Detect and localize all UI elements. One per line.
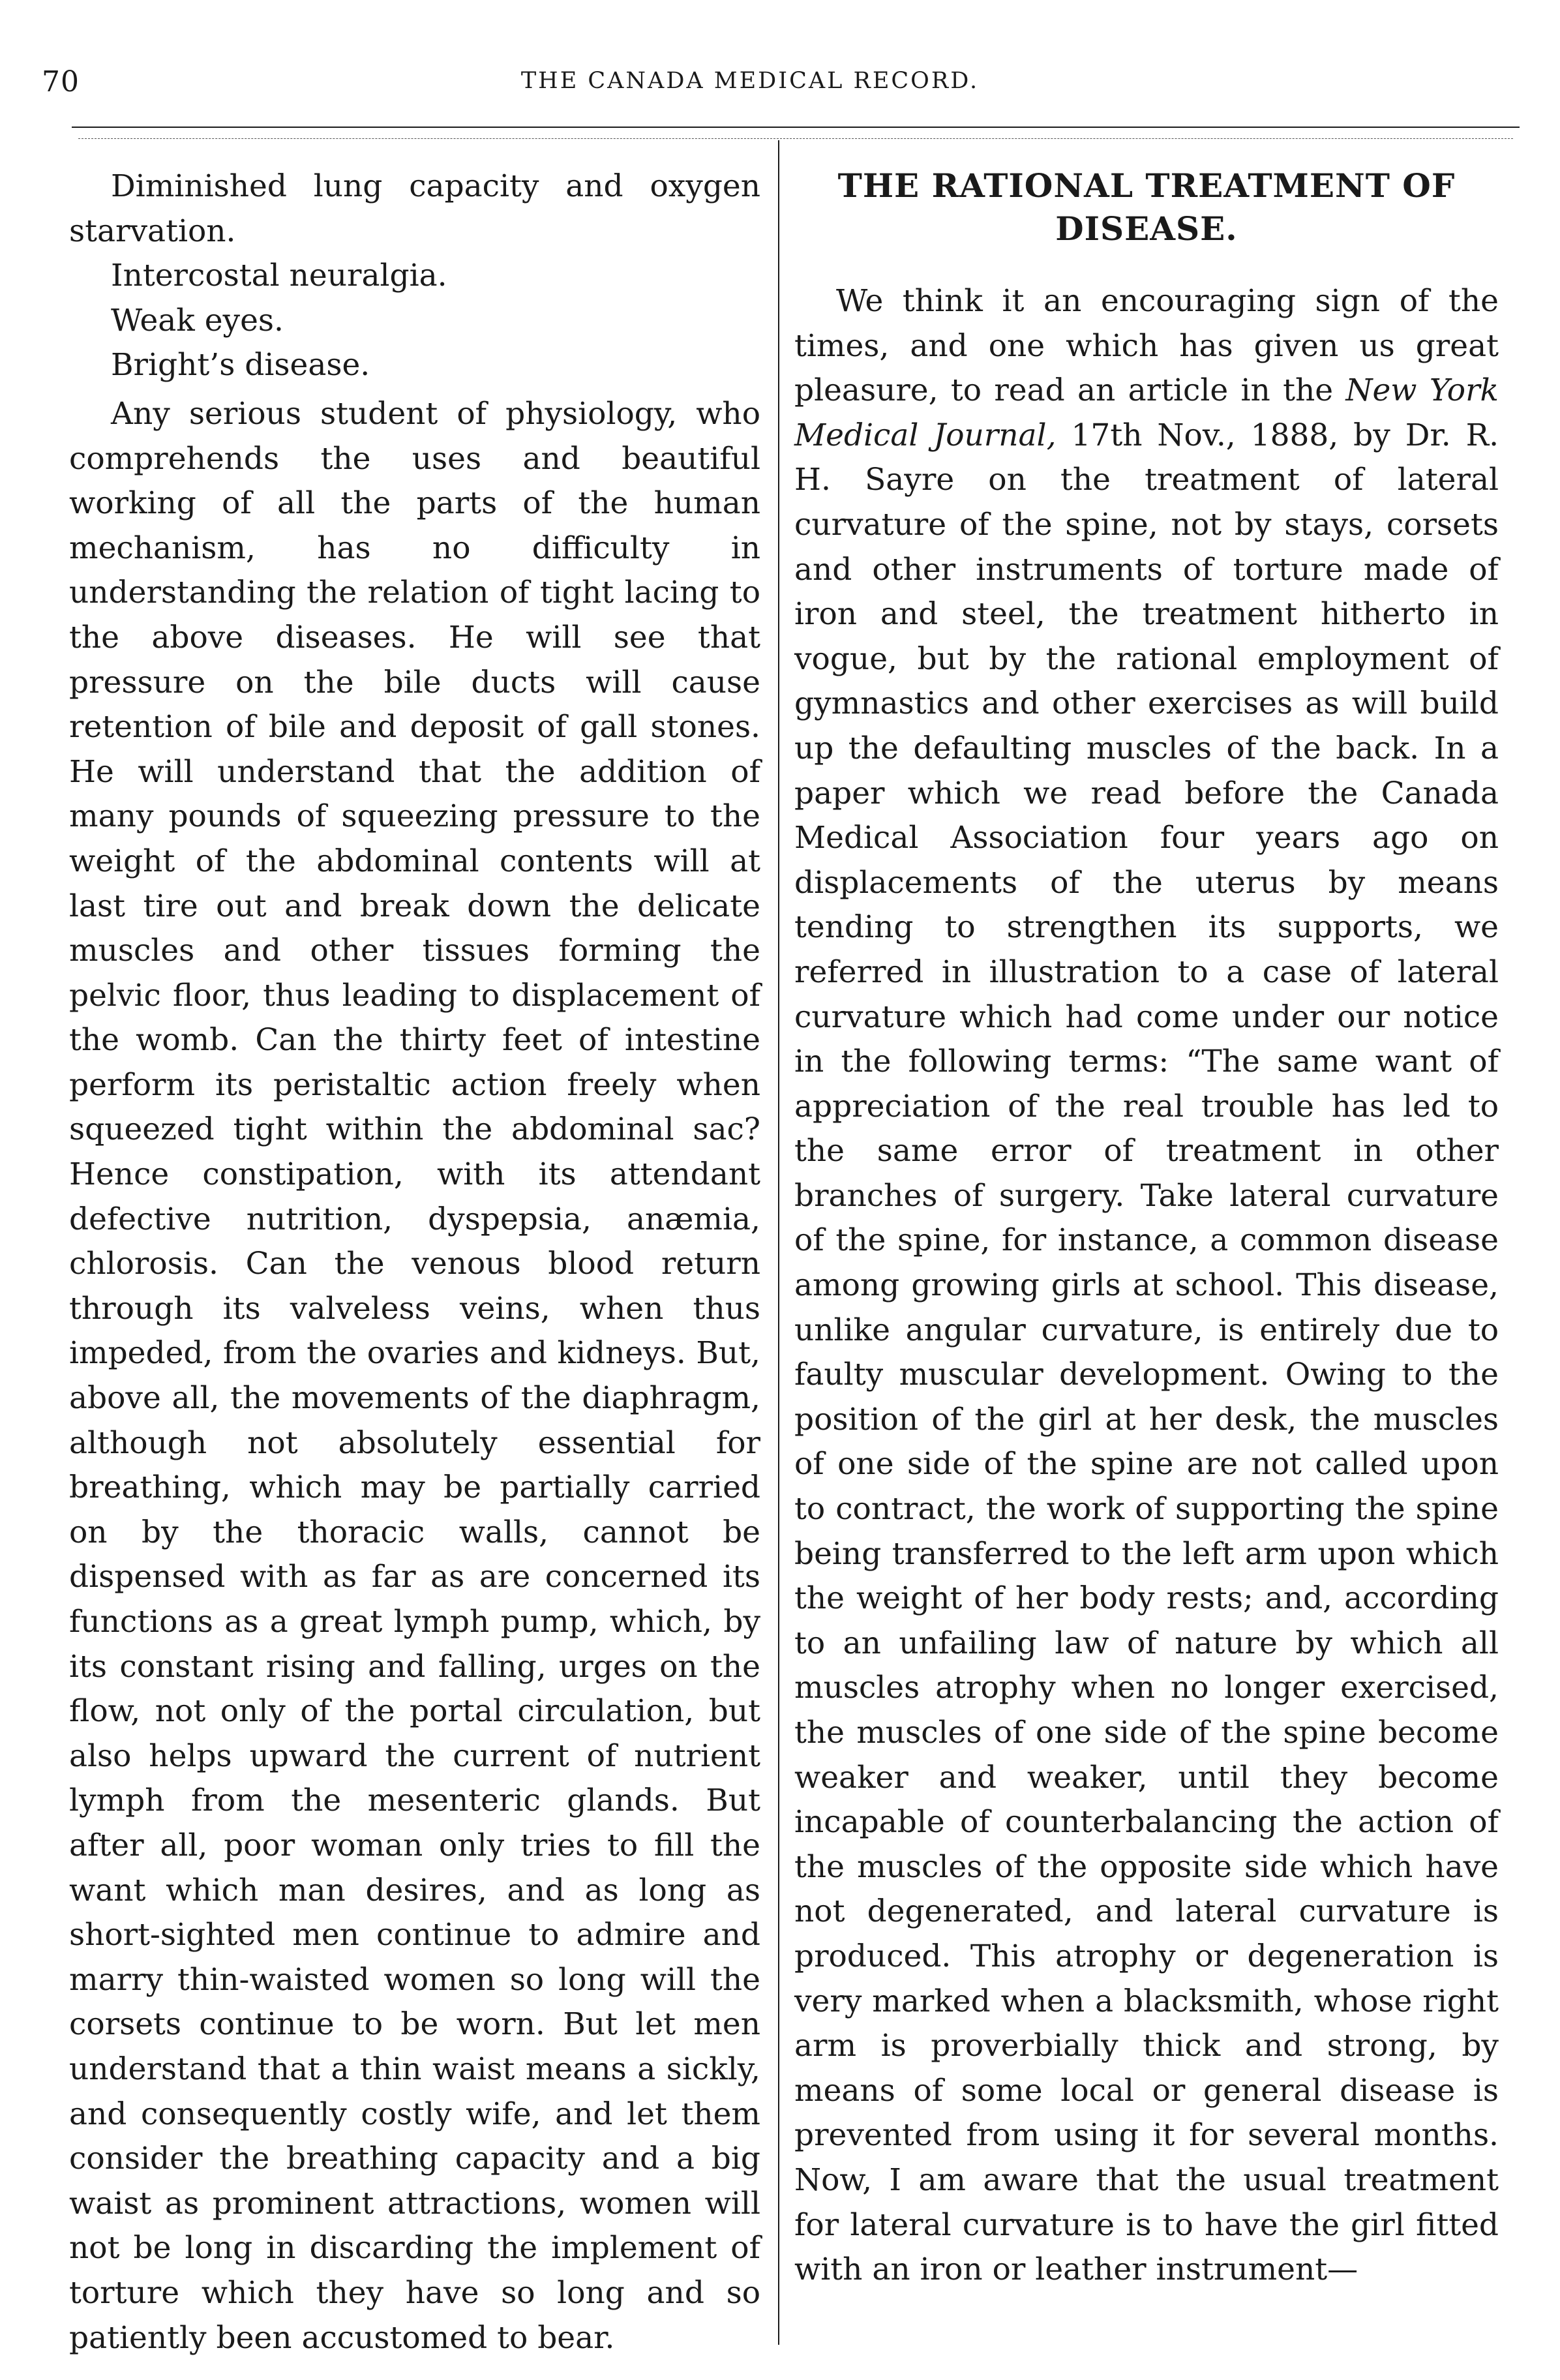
- page-number: 70: [42, 65, 80, 98]
- running-head: THE CANADA MEDICAL RECORD.: [520, 68, 980, 94]
- article-paragraph: [794, 279, 1499, 2293]
- header-rule-secondary: [78, 138, 1513, 139]
- list-item-brights-disease: Bright’s disease.: [111, 347, 370, 384]
- list-item-neuralgia: Intercostal neuralgia.: [111, 258, 447, 294]
- left-column: [69, 164, 760, 2360]
- article-title: THE RATIONAL TREATMENT OF DISEASE.: [837, 166, 1456, 248]
- journal-name: New York Medical Journal,: [794, 372, 1499, 453]
- paragraph-rest: 17th Nov., 1888, by Dr. R. H. Sayre on the treatment of lateral curvature of the spine, not by stays, corsets and other instruments of torture made of iron and steel, the treatment hitherto in vogue, but by the rational employment of gymnastics and other exercises as will build up the defaulting muscles of the back. In a paper which we read before the Canada Medical Association four years ago on displacements of the uterus by means tending to strengthen its supports, we referred in illustration to a case of lateral curvature which had come under our notice in the following terms: “The same want of appreciation of the real trouble has led to the same error of treatment in other branches of surgery. Take lateral curvature of the spine, for instance, a common disease among growing girls at school. This disease, unlike angular curvature, is entirely due to faulty muscular development. Owing to the position of the girl at her desk, the muscles of one side of the spine are not called upon to contract, the work of supporting the spine being transferred to the left arm upon which the weight of her body rests; and, according to an unfailing law of nature by which all muscles atrophy when no longer exercised, the muscles of one side of the spine become weaker and weaker, until they become incapable of counterbalancing the action of the muscles of the opposite side which have not degenerated, and lateral curvature is produced. This atrophy or degeneration is very marked when a blacksmith, whose right arm is proverbially thick and strong, by means of some local or general disease is prevented from using it for several months. Now, I am aware that the usual treatment for lateral curvature is to have the girl fitted with an iron or leather instrument—: [794, 417, 1499, 2288]
- header-rule: [72, 127, 1520, 128]
- column-divider: [778, 140, 779, 2345]
- paragraph-start: We think it an encouraging sign of the times, and one which has given us great pleasure, to read an article in the: [794, 283, 1499, 409]
- body-paragraph: Any serious student of physiology, who comprehends the uses and beautiful working of all the parts of the human mechanism, has no difficulty in understanding the relation of tight lacing to the above diseases. He will see that pressure on the bile ducts will cause retention of bile and deposit of gall stones. He will understand that the addition of many pounds of squeezing pressure to the weight of the abdominal contents will at last tire out and break down the delicate muscles and other tissues forming the pelvic floor, thus leading to displacement of the womb. Can the thirty feet of intestine perform its peristaltic action freely when squeezed tight within the abdominal sac? Hence constipation, with its attendant defective nutrition, dyspepsia, anæmia, chlorosis. Can the venous blood return through its valveless veins, when thus impeded, from the ovaries and kidneys. But, above all, the movements of the diaphragm, although not absolutely essential for breathing, which may be partially carried on by the thoracic walls, cannot be dispensed with as far as are concerned its functions as a great lymph pump, which, by its constant rising and falling, urges on the flow, not only of the portal circulation, but also helps upward the current of nutrient lymph from the mesenteric glands. But after all, poor woman only tries to fill the want which man desires, and as long as short-sighted men continue to admire and marry thin-waisted women so long will the corsets continue to be worn. But let men understand that a thin waist means a sickly, and consequently costly wife, and let them consider the breathing capacity and a big waist as prominent attractions, women will not be long in discarding the implement of torture which they have so long and so patiently been accustomed to bear.: [69, 395, 760, 2356]
- right-column: [794, 164, 1499, 2293]
- list-item-lung-capacity: Diminished lung capacity and oxygen starvation.: [69, 168, 760, 249]
- list-item-weak-eyes: Weak eyes.: [111, 302, 284, 339]
